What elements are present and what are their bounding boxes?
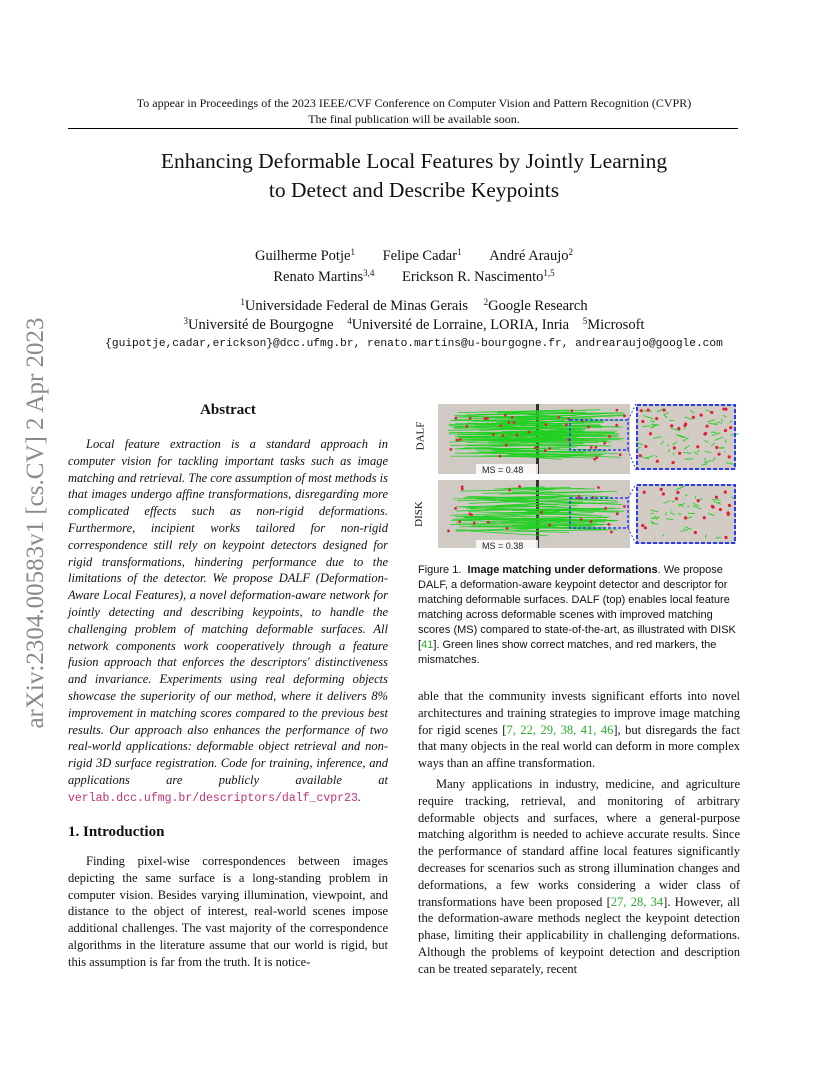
mismatch-marker: [594, 446, 597, 449]
author-row-1: [60, 247, 768, 266]
zoom-mismatch-marker: [703, 516, 706, 519]
right-column-text: [418, 688, 740, 978]
ms-label-disk: MS = 0.38: [482, 541, 524, 551]
paragraph: Many applications in industry, medicine, and agriculture require tracking, retrieval, and monitoring of arbitrary deformable objects and surfaces, where a general-purpose matching algorithm is needed to achieve accurate results. Since the performance of standard affine local features significantly decreases for scenarios such as strong illumination changes and deformations, a few works considering a wider class of transformations have been proposed [27, 28, 34]. However, all the deformation-aware methods neglect the keypoint detection phase, limiting their applicability in challenging deformations. Although the problems of keypoint detection and description can be treated separately, recent: [418, 776, 740, 976]
mismatch-marker: [499, 424, 502, 427]
mismatch-marker: [492, 433, 495, 436]
zoom-mismatch-marker: [704, 432, 707, 435]
mismatch-marker: [623, 505, 626, 508]
mismatch-marker: [511, 416, 514, 419]
mismatch-marker: [486, 417, 489, 420]
zoom-mismatch-marker: [715, 446, 718, 449]
zoom-mismatch-marker: [696, 445, 699, 448]
mismatch-marker: [499, 455, 502, 458]
zoom-mismatch-marker: [683, 424, 686, 427]
zoom-mismatch-marker: [728, 504, 731, 507]
figure-matches-image: [418, 398, 744, 556]
mismatch-marker: [534, 447, 537, 450]
mismatch-marker: [610, 531, 613, 534]
mismatch-marker: [548, 524, 551, 527]
paper-title: [60, 147, 768, 205]
zoom-mismatch-marker: [705, 425, 708, 428]
mismatch-marker: [619, 453, 622, 456]
zoom-mismatch-marker: [641, 420, 644, 423]
mismatch-marker: [590, 520, 593, 523]
mismatch-marker: [455, 417, 458, 420]
mismatch-marker: [459, 438, 462, 441]
zoom-mismatch-marker: [684, 516, 687, 519]
zoom-mismatch-marker: [655, 417, 658, 420]
mismatch-marker: [540, 511, 543, 514]
title-line-2: to Detect and Describe Keypoints: [268, 178, 560, 202]
author: Erickson R. Nascimento$^{1,5}$: [402, 268, 555, 285]
mismatch-marker: [603, 442, 606, 445]
zoom-mismatch-marker: [676, 491, 679, 494]
zoom-mismatch-marker: [724, 491, 727, 494]
zoom-mismatch-marker: [678, 452, 681, 455]
title-line-1: Enhancing Deformable Local Features by Jointly Learning: [160, 149, 668, 173]
author-row-2: [60, 268, 768, 287]
zoom-mismatch-marker: [639, 454, 642, 457]
zoom-mismatch-marker: [660, 488, 663, 491]
mismatch-marker: [597, 486, 600, 489]
mismatch-marker: [615, 409, 618, 412]
figure-1-caption: Figure 1. Image matching under deformations. We propose DALF, a deformation-aware keypoint detector and descriptor for matching deformable surfaces. DALF (top) enables local feature matching across deformable scenes with improved matching scores (MS) compared to state-of-the-art, as illustrated with DISK [41]. Green lines show correct matches, and red markers, the mismatches.: [418, 564, 736, 666]
ms-label-dalf: MS = 0.48: [482, 465, 524, 475]
zoom-mismatch-marker: [649, 432, 652, 435]
zoom-mismatch-marker: [675, 497, 678, 500]
zoom-mismatch-marker: [640, 409, 643, 412]
mismatch-marker: [565, 423, 568, 426]
affiliation: $^1$Universidade Federal de Minas Gerais: [240, 297, 468, 314]
author: Guilherme Potje$^1$: [254, 247, 355, 264]
citation-link[interactable]: 7, 22, 29, 38, 41, 46: [506, 722, 614, 737]
affiliation: $^3$Université de Bourgogne: [183, 316, 334, 333]
zoom-panel-disk: [636, 484, 736, 544]
mismatch-marker: [465, 425, 468, 428]
mismatch-marker: [608, 435, 611, 438]
affiliation: $^5$Microsoft: [582, 316, 645, 333]
figure-label-disk: DISK: [412, 501, 425, 527]
mismatch-marker: [595, 456, 598, 459]
zoom-mismatch-marker: [724, 536, 727, 539]
zoom-mismatch-marker: [712, 506, 715, 509]
zoom-mismatch-marker: [724, 429, 727, 432]
caption-bold: Image matching under deformations: [467, 564, 658, 576]
mismatch-marker: [484, 417, 487, 420]
affiliation-row-2: [60, 316, 768, 335]
author: André Araujo$^2$: [489, 247, 574, 264]
mismatch-marker: [580, 518, 583, 521]
abstract-body: Local feature extraction is a standard approach in computer vision for tackling important tasks such as image matching and retrieval. The core assumption of most methods is that images undergo affine transformations, disregarding more complicated effects such as non-rigid deformations. Furthermore, incipient works tailored for non-rigid correspondence still rely on keypoint detectors designed for rigid transformations, hindering performance due to the limitations of the detector. We propose DALF (Deformation-Aware Local Features), a novel deformation-aware network for jointly detecting and describing keypoints, to handle the challenging problem of matching deformable surfaces. All network components work cooperatively through a feature fusion approach that enforces the descriptors' distinctiveness and invariance. Experiments using real deforming objects showcase the superiority of our method, where it delivers 8% improvement in matching scores compared to the previous best results. Our approach also enhances the performance of two real-world applications: deformable object retrieval and non-rigid 3D surface registration. Code for training, inference, and applications are publicly available at verlab.dcc.ufmg.br/descriptors/dalf_cvpr23.: [68, 437, 388, 805]
section-heading-introduction: 1. Introduction: [68, 824, 165, 840]
mismatch-marker: [450, 448, 453, 451]
mismatch-marker: [502, 434, 505, 437]
mismatch-marker: [544, 423, 547, 426]
mismatch-marker: [456, 439, 459, 442]
author-emails: {guipotje,cadar,erickson}@dcc.ufmg.br, renato.martins@u-bourgogne.fr, andrearaujo@google.com: [105, 338, 723, 350]
mismatch-marker: [607, 523, 610, 526]
zoom-mismatch-marker: [717, 453, 720, 456]
mismatch-marker: [447, 530, 450, 533]
mismatch-marker: [469, 417, 472, 420]
mismatch-marker: [623, 414, 626, 417]
zoom-mismatch-marker: [643, 491, 646, 494]
venue-line-2: The final publication will be available soon.: [308, 112, 520, 126]
mismatch-marker: [615, 424, 618, 427]
header-rule: [68, 128, 738, 129]
mismatch-marker: [461, 488, 464, 491]
zoom-match-line: [697, 451, 700, 452]
arxiv-identifier: arXiv:2304.00583v1 [cs.CV] 2 Apr 2023: [22, 317, 49, 729]
zoom-mismatch-marker: [694, 531, 697, 534]
affiliation-row-1: [60, 297, 768, 316]
mismatch-marker: [604, 507, 607, 510]
mismatch-marker: [470, 513, 473, 516]
venue-line-1: To appear in Proceedings of the 2023 IEEE/CVF Conference on Computer Vision and Pattern Recognition (CVPR): [136, 96, 692, 110]
zoom-mismatch-marker: [719, 508, 722, 511]
zoom-panel-dalf: [636, 404, 736, 470]
zoom-mismatch-marker: [671, 461, 674, 464]
mismatch-marker: [590, 446, 593, 449]
zoom-match-line: [688, 506, 689, 508]
zoom-mismatch-marker: [673, 446, 676, 449]
zoom-mismatch-marker: [641, 524, 644, 527]
code-link[interactable]: verlab.dcc.ufmg.br/descriptors/dalf_cvpr23: [68, 791, 358, 805]
mismatch-marker: [527, 431, 530, 434]
abstract-heading: Abstract: [200, 402, 256, 418]
mismatch-marker: [504, 414, 507, 417]
mismatch-marker: [544, 449, 547, 452]
mismatch-marker: [513, 421, 516, 424]
introduction-paragraph: Finding pixel-wise correspondences between images depicting the same surface is a long-standing problem in computer vision. Besides varying illumination, viewpoint, and distance to the object of interest, real-world scenes impose additional challenges. The vast majority of the correspondence algorithms in the literature assume that our world is rigid, but this assumption is far from the truth. It is notice-: [68, 854, 388, 969]
mismatch-marker: [518, 485, 521, 488]
zoom-mismatch-marker: [656, 460, 659, 463]
venue-note: [60, 95, 768, 127]
zoom-mismatch-marker: [727, 513, 730, 516]
mismatch-marker: [508, 489, 511, 492]
mismatch-marker: [473, 522, 476, 525]
mismatch-marker: [515, 434, 518, 437]
mismatch-marker: [487, 521, 490, 524]
zoom-mismatch-marker: [692, 416, 695, 419]
citation-link[interactable]: 41: [421, 639, 434, 651]
zoom-mismatch-marker: [728, 455, 731, 458]
zoom-mismatch-marker: [663, 408, 666, 411]
mismatch-marker: [454, 507, 457, 510]
arxiv-stamp: [14, 290, 59, 756]
mismatch-marker: [505, 444, 508, 447]
mismatch-marker: [616, 513, 619, 516]
zoom-match-line: [671, 510, 672, 511]
zoom-mismatch-marker: [710, 411, 713, 414]
affiliation: $^2$Google Research: [483, 297, 588, 314]
zoom-mismatch-marker: [647, 409, 650, 412]
paragraph: able that the community invests significant efforts into novel architectures and training strategies to improve image matching for rigid scenes [7, 22, 29, 38, 41, 46], but disregards the fact that many objects in the real world can deform in more complex ways than an affine transformation.: [418, 689, 740, 771]
mismatch-marker: [548, 447, 551, 450]
citation-link[interactable]: 27, 28, 34: [610, 894, 664, 909]
zoom-mismatch-marker: [644, 445, 647, 448]
mismatch-marker: [506, 527, 509, 530]
zoom-mismatch-marker: [670, 424, 673, 427]
mismatch-marker: [458, 520, 461, 523]
author: Renato Martins$^{3,4}$: [273, 268, 375, 285]
mismatch-marker: [587, 426, 590, 429]
abstract-text: Local feature extraction is a standard approach in computer vision for tackling important tasks such as image matching and retrieval. The core assumption of most methods is that images undergo affine transformations, disregarding more complicated effects such as non-rigid deformations. Furthermore, incipient works tailored for non-rigid correspondence still rely on keypoint detectors designed for rigid transformations, hindering performance due to the limitations of the detector. We propose DALF (Deformation-Aware Local Features), a novel deformation-aware network for jointly detecting and describing keypoints, to handle the challenging problem of matching deformable surfaces. All network components work cooperatively through a feature fusion approach that enforces the descriptors' distinctiveness and invariance. Experiments using real deforming objects showcase the superiority of our method, where it delivers 8% improvement in matching scores compared to the previous best results. Our approach also enhances the performance of two real-world applications: deformable object retrieval and non-rigid 3D surface registration. Code for training, inference, and applications are publicly available at: [68, 437, 388, 787]
mismatch-marker: [557, 416, 560, 419]
mismatch-marker: [508, 421, 511, 424]
figure-1: [412, 398, 744, 556]
zoom-mismatch-marker: [729, 426, 732, 429]
zoom-mismatch-marker: [644, 526, 647, 529]
zoom-mismatch-marker: [700, 413, 703, 416]
figure-label-dalf: DALF: [414, 421, 427, 451]
affiliation: $^4$Université de Lorraine, LORIA, Inria: [347, 316, 570, 333]
author: Felipe Cadar$^1$: [382, 247, 462, 264]
zoom-mismatch-marker: [715, 496, 718, 499]
zoom-mismatch-marker: [677, 427, 680, 430]
zoom-mismatch-marker: [697, 499, 700, 502]
zoom-mismatch-marker: [724, 408, 727, 411]
mismatch-marker: [571, 409, 574, 412]
zoom-mismatch-marker: [662, 492, 665, 495]
